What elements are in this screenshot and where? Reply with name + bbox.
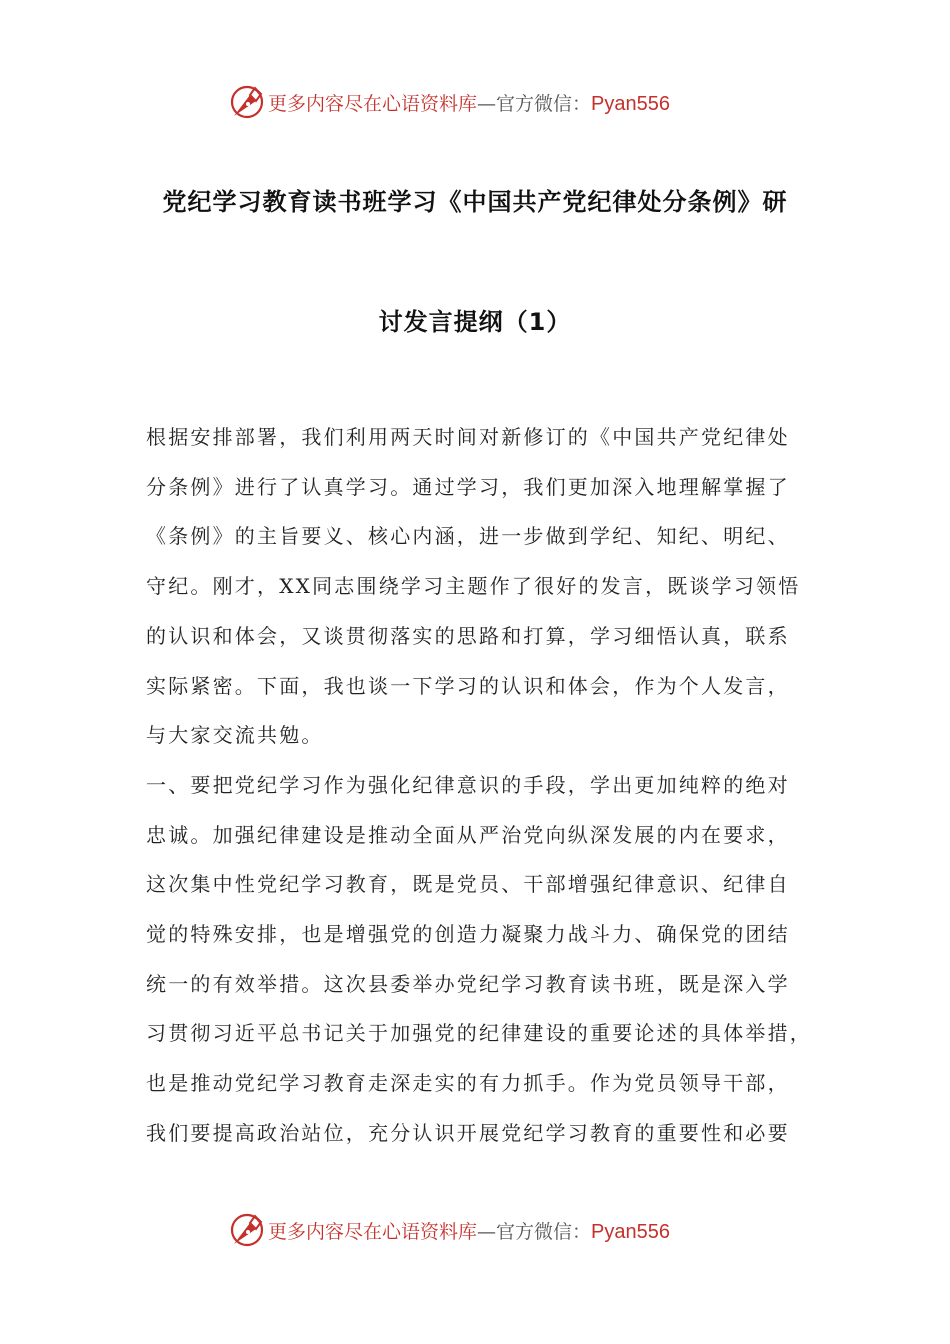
footer-banner — [0, 1209, 950, 1253]
body-line: 分条例》进行了认真学习。通过学习，我们更加深入地理解掌握了 — [146, 474, 790, 499]
document-title-line-1: 党纪学习教育读书班学习《中国共产党纪律处分条例》研 — [162, 188, 788, 216]
body-line: 的认识和体会，又谈贯彻落实的思路和打算，学习细悟认真，联系 — [146, 623, 790, 648]
banner-text — [268, 89, 670, 116]
body-line: 一、要把党纪学习作为强化纪律意识的手段，学出更加纯粹的绝对 — [146, 772, 790, 797]
body-line: 习贯彻习近平总书记关于加强党的纪律建设的重要论述的具体举措， — [146, 1021, 812, 1046]
banner-site-name: 更多内容尽在心语资料库 — [268, 93, 478, 115]
header-banner — [0, 81, 950, 125]
body-line: 守纪。刚才，XX同志围绕学习主题作了很好的发言，既谈学习领悟 — [146, 574, 801, 599]
banner-wechat-label: —官方微信： — [477, 1221, 592, 1243]
body-line: 觉的特殊安排，也是增强党的创造力凝聚力战斗力、确保党的团结 — [146, 922, 790, 947]
banner-text — [268, 1217, 670, 1244]
body-line: 忠诚。加强纪律建设是推动全面从严治党向纵深发展的内在要求， — [146, 822, 790, 847]
body-line: 《条例》的主旨要义、核心内涵，进一步做到学纪、知纪、明纪、 — [146, 524, 790, 549]
banner-wechat-id: Pyan556 — [591, 1221, 670, 1243]
pen-nib-logo-icon — [228, 83, 266, 121]
document-body — [146, 413, 836, 1159]
body-line: 统一的有效举措。这次县委举办党纪学习教育读书班，既是深入学 — [146, 971, 790, 996]
pen-nib-logo-icon — [228, 1211, 266, 1249]
body-line: 这次集中性党纪学习教育，既是党员、干部增强纪律意识、纪律自 — [146, 872, 790, 897]
banner-wechat-id: Pyan556 — [591, 93, 670, 115]
body-line: 也是推动党纪学习教育走深走实的有力抓手。作为党员领导干部， — [146, 1071, 790, 1096]
banner-wechat-label: —官方微信： — [477, 93, 592, 115]
body-line: 与大家交流共勉。 — [146, 723, 324, 748]
document-title-line-2: 讨发言提纲（1） — [378, 308, 572, 336]
banner-site-name: 更多内容尽在心语资料库 — [268, 1221, 478, 1243]
body-line: 实际紧密。下面，我也谈一下学习的认识和体会，作为个人发言， — [146, 673, 790, 698]
body-line: 根据安排部署，我们利用两天时间对新修订的《中国共产党纪律处 — [146, 425, 790, 449]
body-line: 我们要提高政治站位，充分认识开展党纪学习教育的重要性和必要 — [146, 1120, 790, 1145]
